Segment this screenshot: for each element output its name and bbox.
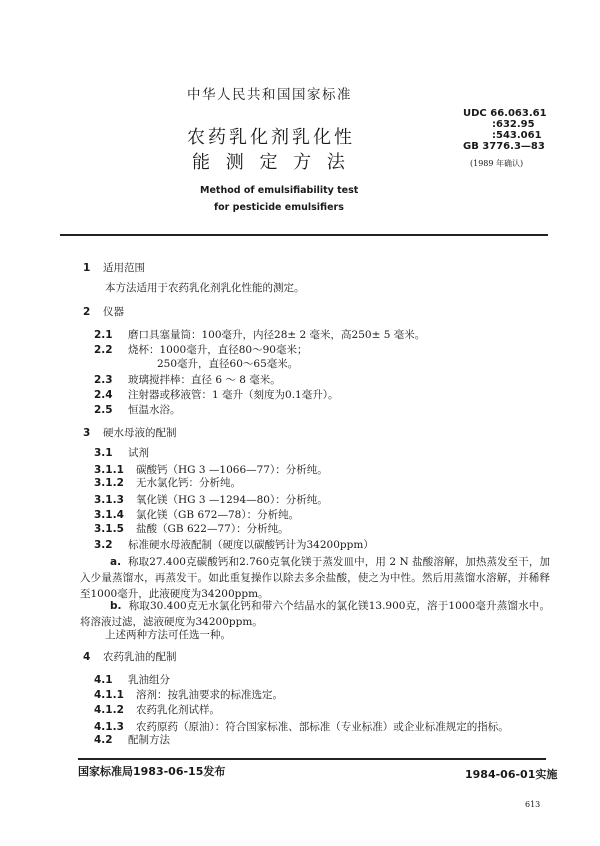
section-3-note: 上述两种方法可任选一种。 (105, 629, 231, 641)
paragraph-a (80, 554, 550, 602)
list-item (94, 509, 299, 522)
section-1-heading (83, 262, 145, 275)
effective-date: 1984-06-01实施 (465, 768, 558, 781)
english-title-1: Method of emulsifiability test (200, 185, 359, 196)
udc-code-2: :632.95 (492, 119, 535, 130)
item-number: 2.1 (94, 329, 113, 341)
english-title-2: for pesticide emulsifiers (214, 202, 344, 213)
item-text: 农药乳化剂试样。 (136, 704, 220, 716)
item-text: 标准硬水母液配制（硬度以碳酸钙计为34200ppm） (128, 539, 374, 551)
list-item (94, 704, 220, 717)
item-number: 4.1.2 (94, 704, 124, 716)
item-text: 烧杯：1000毫升，直径80～90毫米； (128, 344, 308, 356)
title-line-1: 农药乳化剂乳化性 (187, 127, 355, 148)
section-number: 4 (83, 651, 91, 663)
list-item (94, 344, 307, 357)
item-number: 4.1.1 (94, 689, 124, 701)
paragraph-b (80, 598, 550, 630)
section-4-heading (83, 651, 177, 664)
issue-date: 国家标准局1983-06-15发布 (78, 765, 226, 778)
list-item (94, 523, 289, 536)
item-text: 250毫升，直径60～65毫米。 (157, 358, 299, 370)
list-item (94, 447, 149, 460)
item-text: 溶剂：按乳油要求的标准选定。 (136, 689, 283, 701)
section-3-heading (83, 427, 177, 440)
item-text: 盐酸（GB 622—77）：分析纯。 (136, 523, 289, 535)
list-item (94, 464, 328, 477)
issuing-org: 中华人民共和国国家标准 (187, 87, 352, 103)
header-divider (60, 234, 548, 236)
item-text: 注射器或移液管：1 毫升（刻度为0.1毫升）。 (128, 389, 339, 401)
section-2-heading (83, 306, 124, 319)
item-number: 2.3 (94, 374, 113, 386)
udc-code-3: :543.061 (492, 130, 542, 141)
section-number: 3 (83, 427, 91, 439)
section-title: 适用范围 (103, 262, 145, 274)
list-item (94, 404, 181, 417)
list-item (94, 389, 338, 402)
section-title: 农药乳油的配制 (103, 651, 177, 663)
page-number: 613 (525, 800, 541, 809)
item-number: 2.5 (94, 404, 113, 416)
item-number: 3.1 (94, 447, 113, 459)
item-number: 2.2 (94, 344, 113, 356)
item-text: 恒温水浴。 (128, 404, 181, 416)
section-1-body: 本方法适用于农药乳化剂乳化性能的测定。 (105, 282, 305, 294)
item-number: 3.1.4 (94, 509, 124, 521)
list-item (94, 477, 241, 490)
item-number: 3.2 (94, 539, 113, 551)
list-item (94, 539, 374, 552)
gb-code: GB 3776.3—83 (463, 141, 545, 152)
item-text: 碳酸钙（HG 3 —1066—77）：分析纯。 (136, 464, 328, 476)
item-number: 3.1.2 (94, 477, 124, 489)
list-item (94, 674, 170, 687)
item-text: 配制方法 (128, 734, 170, 746)
para-label: b. (110, 600, 122, 612)
list-item (94, 494, 328, 507)
confirm-note: (1989 年确认) (470, 159, 524, 168)
section-title: 硬水母液的配制 (103, 427, 177, 439)
para-text: 称取30.400克无水氯化钙和带六个结晶水的氯化镁13.900克，溶于1000毫升蒸馏水中。将溶液过滤，滤液硬度为34200ppm。 (80, 600, 550, 628)
item-number: 3.1.1 (94, 464, 124, 476)
list-item (94, 689, 283, 702)
list-item (94, 374, 281, 387)
item-text: 氯化镁（GB 672—78）：分析纯。 (136, 509, 300, 521)
list-item (94, 329, 425, 342)
section-title: 仪器 (103, 306, 124, 318)
item-number: 4.2 (94, 734, 113, 746)
item-text: 无水氯化钙：分析纯。 (136, 477, 241, 489)
udc-code: UDC 66.063.61 (463, 108, 547, 119)
section-number: 2 (83, 306, 91, 318)
item-text: 氧化镁（HG 3 —1294—80）：分析纯。 (136, 494, 328, 506)
item-text: 农药原药（原油）：符合国家标准、部标准（专业标准）或企业标准规定的指标。 (136, 721, 509, 733)
item-number: 3.1.5 (94, 523, 124, 535)
item-number: 4.1.3 (94, 721, 124, 733)
item-text: 磨口具塞量筒：100毫升，内径28± 2 毫米，高250± 5 毫米。 (128, 329, 426, 341)
item-number: 4.1 (94, 674, 113, 686)
item-number: 3.1.3 (94, 494, 124, 506)
list-item (94, 734, 170, 747)
list-item (157, 358, 298, 371)
item-text: 试剂 (128, 447, 149, 459)
footer-divider (78, 758, 546, 760)
para-label: a. (110, 556, 122, 568)
section-number: 1 (83, 262, 91, 274)
title-line-2: 能 测 定 方 法 (192, 152, 350, 173)
list-item (94, 721, 509, 734)
item-text: 乳油组分 (128, 674, 170, 686)
item-number: 2.4 (94, 389, 113, 401)
para-text: 称取27.400克碳酸钙和2.760克氧化镁于蒸发皿中，用 2 N 盐酸溶解，加热蒸发至干，加入少量蒸馏水，再蒸发干。如此重复操作以除去多余盐酸，使之为中性。然后用蒸馏水溶解，并稀释至1000毫升，此液硬度为34200ppm。 (80, 556, 550, 600)
item-text: 玻璃搅拌棒：直径 6 ～ 8 毫米。 (128, 374, 281, 386)
